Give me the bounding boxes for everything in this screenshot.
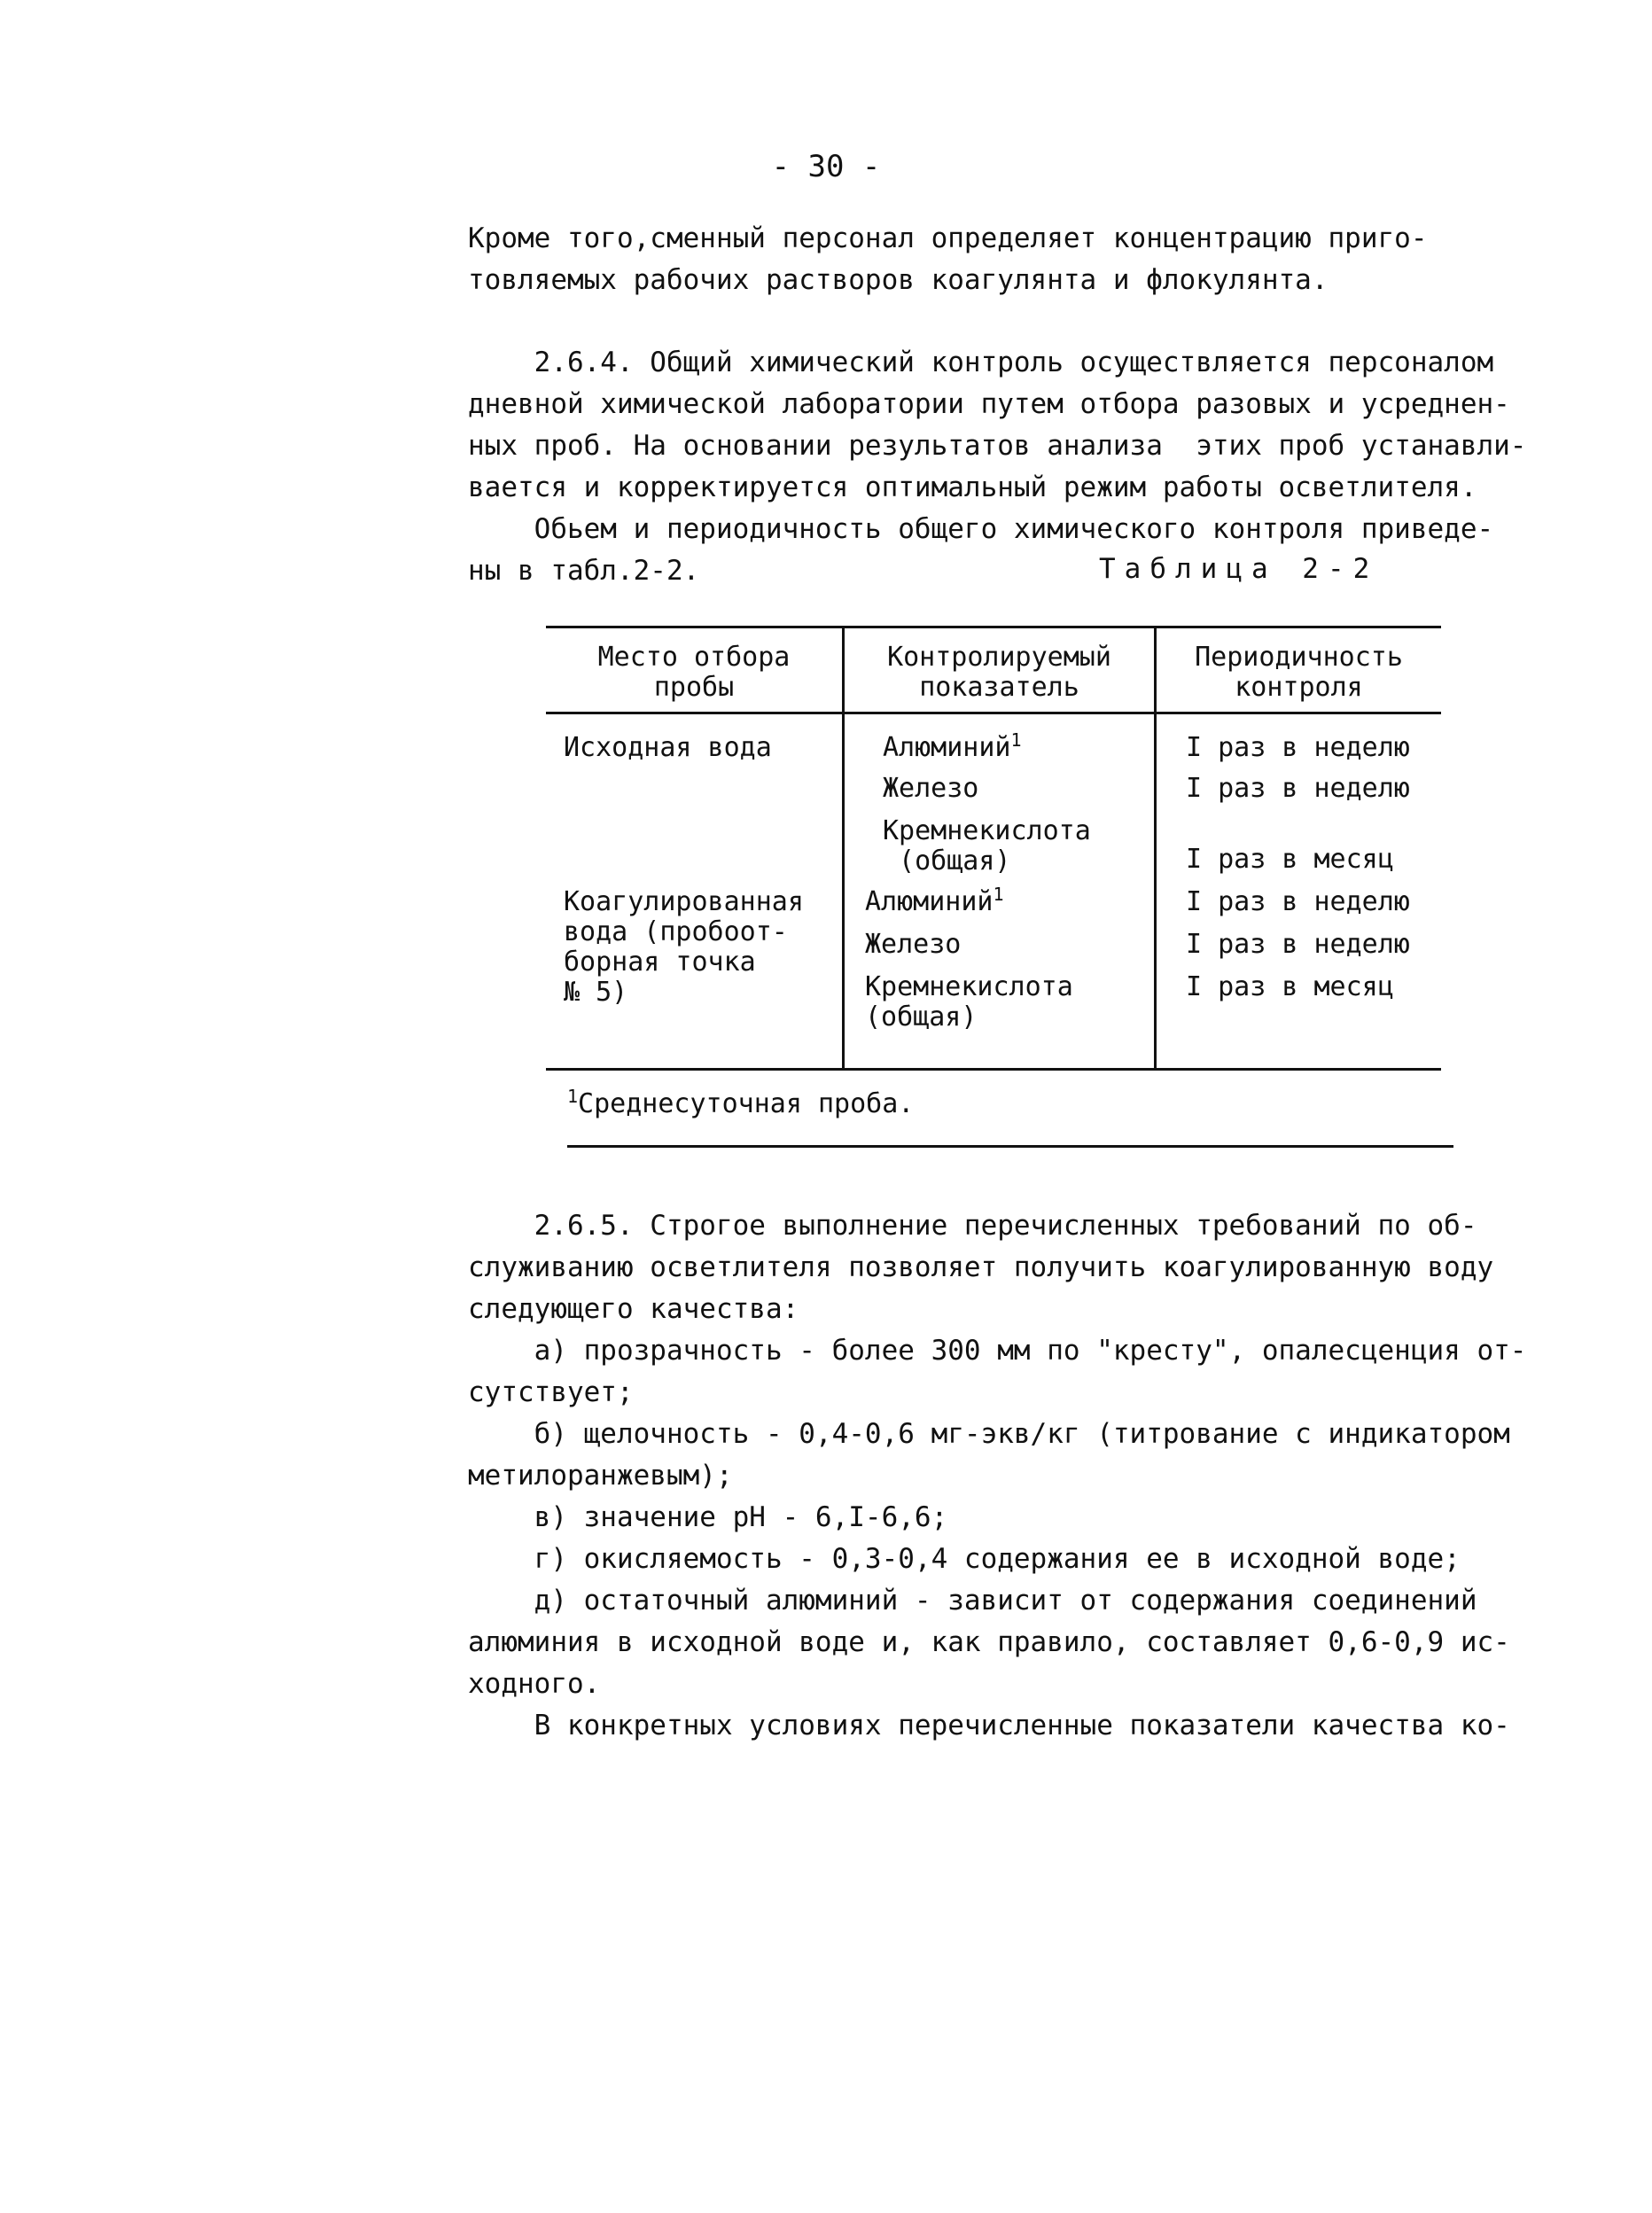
table-cell-indicator: Железо [883, 773, 979, 804]
table-cell-period: I раз в неделю [1186, 773, 1410, 804]
text-line: алюминия в исходной воде и, как правило, составляет 0,6-0,9 ис- [468, 1626, 1510, 1658]
text-line: В конкретных условиях перечисленные показатели качества ко- [468, 1710, 1510, 1742]
table-cell-indicator: Кремнекислота (общая) [865, 971, 1073, 1032]
indicator-text: Алюминий [865, 886, 994, 917]
text-line: Кроме того,сменный персонал определяет концентрацию приго- [468, 222, 1428, 254]
table-caption: Таблица 2-2 [1099, 553, 1379, 585]
text-line: г) окисляемость - 0,3-0,4 содержания ее в исходной воде; [468, 1543, 1461, 1575]
footnote-marker: 1 [1010, 729, 1022, 751]
table-header-place: Место отбора пробы [597, 642, 791, 703]
table-cell-indicator [865, 884, 1004, 917]
section-2-6-4 [468, 342, 1540, 592]
table-footnote [567, 1088, 1453, 1119]
text-line: ных проб. На основании результатов анализа этих проб устанавли- [468, 430, 1527, 462]
table-header-rule [546, 712, 1441, 714]
text-line: дневной химической лаборатории путем отбора разовых и усреднен- [468, 388, 1510, 420]
intro-paragraph [468, 218, 1540, 301]
indicator-text: Алюминий [883, 732, 1011, 763]
table-header-period: Периодичность контроля [1195, 642, 1403, 703]
table-cell-place: Коагулированная вода (пробоот- борная точка № 5) [564, 886, 804, 1008]
table-cell-period: I раз в неделю [1186, 732, 1410, 763]
footnote-text: Среднесуточная проба. [578, 1088, 915, 1119]
table-cell-period: I раз в неделю [1186, 886, 1410, 917]
page-number: - 30 - [771, 149, 881, 184]
text-line: следующего качества: [468, 1293, 799, 1325]
text-line: 2.6.4. Общий химический контроль осуществляется персоналом [468, 347, 1494, 378]
text-line: Обьем и периодичность общего химического контроля приведе- [468, 513, 1494, 545]
table-cell-period: I раз в месяц [1186, 844, 1394, 875]
text-line: в) значение рН - 6,I-6,6; [468, 1501, 948, 1533]
table-cell-indicator [883, 729, 1022, 763]
text-line: 2.6.5. Строгое выполнение перечисленных требований по об- [468, 1210, 1477, 1242]
text-line: сутствует; [468, 1376, 634, 1408]
text-line: ходного. [468, 1668, 601, 1700]
table-cell-indicator: Кремнекислота (общая) [883, 815, 1091, 877]
text-line: служиванию осветлителя позволяет получить коагулированную воду [468, 1251, 1494, 1283]
text-line: д) остаточный алюминий - зависит от содержания соединений [468, 1585, 1477, 1617]
footnote-rule [567, 1145, 1453, 1148]
control-table [546, 626, 1441, 1071]
text-line: товляемых рабочих растворов коагулянта и флокулянта. [468, 264, 1329, 296]
text-line: а) прозрачность - более 300 мм по "кресту", опалесценция от- [468, 1335, 1527, 1367]
section-2-6-5 [468, 1205, 1540, 1747]
table-header-indicator: Контролируемый показатель [887, 642, 1111, 703]
text-line: метилоранжевым); [468, 1460, 733, 1492]
text-line: вается и корректируется оптимальный режим работы осветлителя. [468, 471, 1477, 503]
table-cell-place: Исходная вода [564, 732, 772, 763]
footnote-marker: 1 [993, 884, 1004, 905]
footnote-marker: 1 [567, 1086, 579, 1107]
table-cell-indicator: Железо [865, 929, 962, 960]
text-line: ны в табл.2-2. [468, 555, 700, 587]
table-cell-period: I раз в неделю [1186, 929, 1410, 960]
table-cell-period: I раз в месяц [1186, 971, 1394, 1002]
text-line: б) щелочность - 0,4-0,6 мг-экв/кг (титрование с индикатором [468, 1418, 1510, 1450]
